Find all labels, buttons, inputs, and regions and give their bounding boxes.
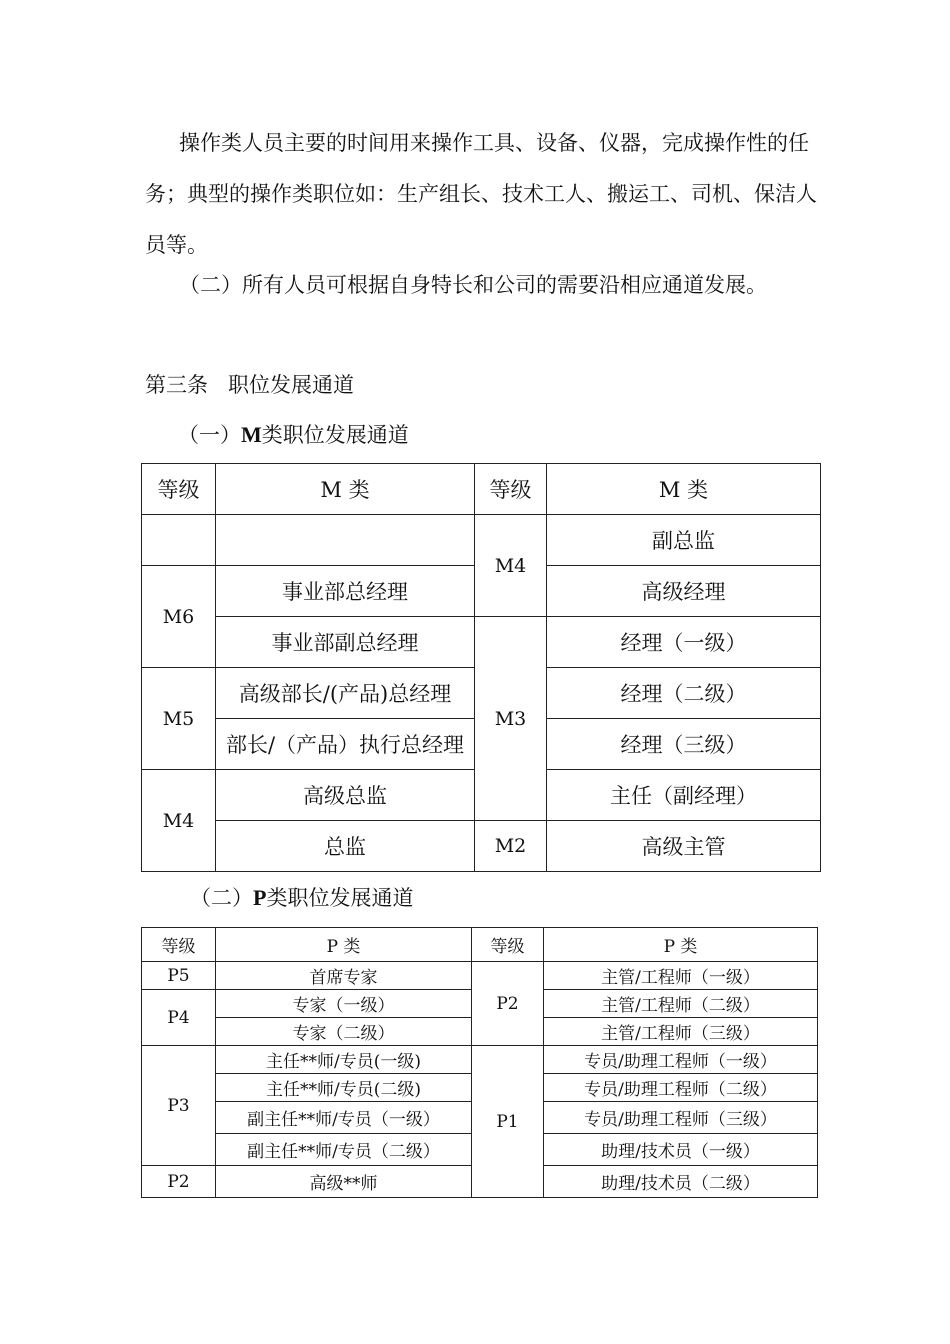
position-cell: 高级总监: [216, 770, 475, 821]
empty-cell: [142, 515, 216, 566]
header-cell: 等级: [472, 928, 544, 962]
p-section-suffix: 类职位发展通道: [266, 886, 414, 910]
position-cell: 专员/助理工程师（二级）: [544, 1074, 818, 1102]
intro-paragraph-operations: 操作类人员主要的时间用来操作工具、设备、仪器，完成操作性的任务；典型的操作类职位如：生产组长、技术工人、搬运工、司机、保洁人员等。: [145, 131, 817, 257]
position-cell: 专员/助理工程师（一级）: [544, 1046, 818, 1074]
m-section-suffix: 类职位发展通道: [261, 423, 409, 447]
header-cell: 等级: [475, 464, 547, 515]
position-cell: 副主任**师/专员（二级）: [216, 1134, 472, 1166]
position-cell: 主管/工程师（一级）: [544, 962, 818, 990]
position-cell: 高级主管: [547, 821, 821, 872]
article-number: 第三条: [145, 373, 208, 397]
level-cell: P1: [472, 1046, 544, 1198]
header-cell: 等级: [142, 928, 216, 962]
position-cell: 高级经理: [547, 566, 821, 617]
position-cell: 事业部副总经理: [216, 617, 475, 668]
level-cell: M2: [475, 821, 547, 872]
table-header-row: [142, 928, 818, 962]
level-cell: M4: [475, 515, 547, 617]
position-cell: 副总监: [547, 515, 821, 566]
position-cell: 副主任**师/专员（一级）: [216, 1102, 472, 1134]
article-title: 职位发展通道: [228, 373, 354, 397]
m-section-heading: [178, 422, 409, 448]
position-cell: 主任（副经理）: [547, 770, 821, 821]
table-row: [142, 515, 821, 566]
position-cell: 主任**师/专员(一级): [216, 1046, 472, 1074]
p-section-heading: [190, 885, 413, 911]
empty-cell: [216, 515, 475, 566]
position-cell: 专员/助理工程师（三级）: [544, 1102, 818, 1134]
level-cell: P2: [142, 1166, 216, 1198]
m-section-letter: M: [241, 422, 262, 447]
header-cell: M 类: [547, 464, 821, 515]
position-cell: 总监: [216, 821, 475, 872]
level-cell: P4: [142, 990, 216, 1046]
position-cell: 专家（一级）: [216, 990, 472, 1018]
position-cell: 助理/技术员（二级）: [544, 1166, 818, 1198]
level-cell: P2: [472, 962, 544, 1046]
position-cell: 经理（三级）: [547, 719, 821, 770]
table-row: [142, 962, 818, 990]
table-row: [142, 1046, 818, 1074]
level-cell: M4: [142, 770, 216, 872]
position-cell: 高级**师: [216, 1166, 472, 1198]
level-cell: M3: [475, 617, 547, 821]
position-cell: 经理（二级）: [547, 668, 821, 719]
position-cell: 助理/技术员（一级）: [544, 1134, 818, 1166]
header-cell: 等级: [142, 464, 216, 515]
table-row: [142, 821, 821, 872]
position-cell: 事业部总经理: [216, 566, 475, 617]
m-track-table: [141, 463, 821, 872]
intro-paragraph-all-staff: （二）所有人员可根据自身特长和公司的需要沿相应通道发展。: [179, 273, 767, 297]
header-cell: M 类: [216, 464, 475, 515]
level-cell: P5: [142, 962, 216, 990]
p-track-table: [141, 927, 818, 1198]
position-cell: 主管/工程师（三级）: [544, 1018, 818, 1046]
position-cell: 专家（二级）: [216, 1018, 472, 1046]
p-section-letter: P: [253, 885, 267, 910]
article-heading: [145, 372, 825, 398]
m-section-prefix: （一）: [178, 423, 241, 447]
level-cell: M5: [142, 668, 216, 770]
position-cell: 部长/（产品）执行总经理: [216, 719, 475, 770]
position-cell: 主管/工程师（二级）: [544, 990, 818, 1018]
position-cell: 高级部长/(产品)总经理: [216, 668, 475, 719]
header-cell: P 类: [544, 928, 818, 962]
position-cell: 首席专家: [216, 962, 472, 990]
p-section-prefix: （二）: [190, 886, 253, 910]
header-cell: P 类: [216, 928, 472, 962]
table-row: [142, 617, 821, 668]
table-header-row: [142, 464, 821, 515]
position-cell: 经理（一级）: [547, 617, 821, 668]
level-cell: M6: [142, 566, 216, 668]
position-cell: 主任**师/专员(二级): [216, 1074, 472, 1102]
level-cell: P3: [142, 1046, 216, 1166]
